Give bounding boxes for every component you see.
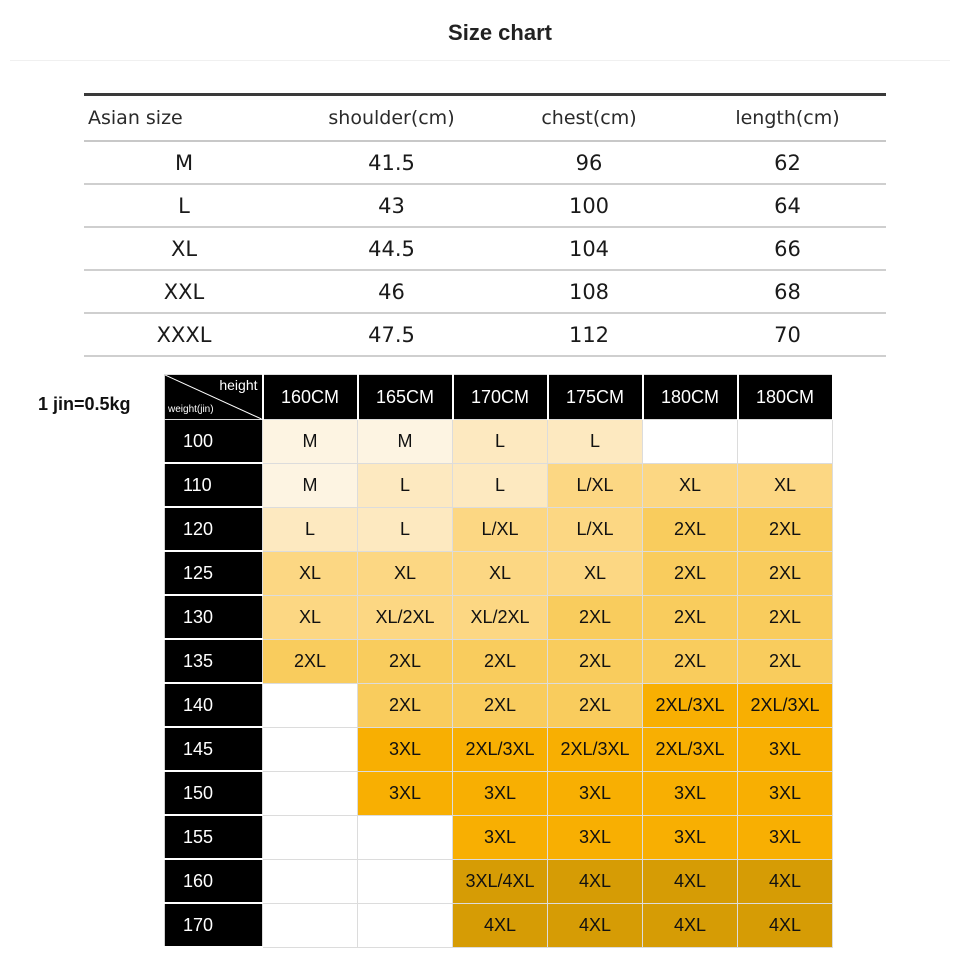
- size-cell: 3XL: [358, 727, 453, 771]
- size-cell: L: [84, 184, 294, 227]
- height-axis-label: height: [219, 377, 258, 393]
- size-cell: [263, 727, 358, 771]
- size-cell: XXL: [84, 270, 294, 313]
- measurement-table: [84, 93, 886, 357]
- measurement-row: [84, 184, 886, 227]
- size-cell: L: [358, 463, 453, 507]
- header-chest: chest(cm): [489, 95, 689, 142]
- length-cell: 64: [689, 184, 886, 227]
- height-header: 160CM: [263, 375, 358, 420]
- size-cell: XL: [548, 551, 643, 595]
- size-cell: XL: [358, 551, 453, 595]
- size-cell: 2XL: [643, 551, 738, 595]
- height-header: 180CM: [738, 375, 833, 420]
- measurement-row: [84, 270, 886, 313]
- size-cell: 2XL: [358, 683, 453, 727]
- size-cell: 2XL: [643, 639, 738, 683]
- weight-row: [165, 420, 833, 464]
- divider: [10, 60, 950, 61]
- size-cell: L: [453, 463, 548, 507]
- size-cell: 3XL: [548, 815, 643, 859]
- shoulder-cell: 43: [294, 184, 489, 227]
- size-cell: [358, 903, 453, 947]
- shoulder-cell: 41.5: [294, 141, 489, 184]
- size-cell: [738, 420, 833, 464]
- weight-axis-label: weight(jin): [168, 404, 214, 415]
- jin-conversion-note: 1 jin=0.5kg: [38, 394, 131, 414]
- length-cell: 66: [689, 227, 886, 270]
- weight-label: 160: [165, 859, 263, 903]
- size-cell: XL: [263, 595, 358, 639]
- weight-label: 120: [165, 507, 263, 551]
- size-cell: 4XL: [643, 859, 738, 903]
- weight-label: 130: [165, 595, 263, 639]
- size-cell: 2XL: [358, 639, 453, 683]
- weight-row: [165, 507, 833, 551]
- weight-label: 170: [165, 903, 263, 947]
- size-cell: 2XL: [263, 639, 358, 683]
- size-cell: 2XL: [453, 639, 548, 683]
- size-cell: XL: [738, 463, 833, 507]
- size-cell: [263, 815, 358, 859]
- weight-row: [165, 903, 833, 947]
- size-cell: L: [548, 420, 643, 464]
- size-cell: 3XL: [453, 771, 548, 815]
- size-recommendation-grid: [164, 374, 834, 948]
- size-cell: 2XL: [738, 507, 833, 551]
- size-cell: 3XL: [738, 771, 833, 815]
- size-cell: 2XL/3XL: [643, 727, 738, 771]
- weight-row: [165, 727, 833, 771]
- size-cell: [263, 771, 358, 815]
- chest-cell: 112: [489, 313, 689, 356]
- header-length: length(cm): [689, 95, 886, 142]
- size-cell: 2XL/3XL: [738, 683, 833, 727]
- size-cell: L: [453, 420, 548, 464]
- height-header: 170CM: [453, 375, 548, 420]
- chest-cell: 108: [489, 270, 689, 313]
- size-cell: 2XL: [643, 595, 738, 639]
- weight-row: [165, 463, 833, 507]
- size-cell: 2XL/3XL: [453, 727, 548, 771]
- size-cell: 4XL: [453, 903, 548, 947]
- weight-label: 100: [165, 420, 263, 464]
- weight-row: [165, 595, 833, 639]
- size-cell: 3XL: [738, 815, 833, 859]
- size-cell: 2XL/3XL: [643, 683, 738, 727]
- weight-row: [165, 683, 833, 727]
- size-cell: 3XL: [358, 771, 453, 815]
- shoulder-cell: 46: [294, 270, 489, 313]
- size-cell: [263, 683, 358, 727]
- size-cell: M: [84, 141, 294, 184]
- size-cell: L/XL: [453, 507, 548, 551]
- size-cell: 3XL/4XL: [453, 859, 548, 903]
- chest-cell: 104: [489, 227, 689, 270]
- size-cell: XL: [84, 227, 294, 270]
- size-cell: 3XL: [548, 771, 643, 815]
- header-shoulder: shoulder(cm): [294, 95, 489, 142]
- height-header: 175CM: [548, 375, 643, 420]
- header-asian-size: Asian size: [84, 95, 294, 142]
- weight-label: 155: [165, 815, 263, 859]
- weight-row: [165, 639, 833, 683]
- length-cell: 68: [689, 270, 886, 313]
- length-cell: 70: [689, 313, 886, 356]
- size-cell: XXXL: [84, 313, 294, 356]
- height-header: 180CM: [643, 375, 738, 420]
- size-cell: 2XL/3XL: [548, 727, 643, 771]
- size-cell: L: [263, 507, 358, 551]
- size-cell: 2XL: [738, 595, 833, 639]
- height-header-row: [165, 375, 833, 420]
- size-cell: M: [263, 420, 358, 464]
- weight-row: [165, 815, 833, 859]
- size-cell: 2XL: [453, 683, 548, 727]
- size-cell: 3XL: [643, 815, 738, 859]
- weight-label: 150: [165, 771, 263, 815]
- measurement-row: [84, 313, 886, 356]
- size-cell: 4XL: [738, 903, 833, 947]
- size-cell: 3XL: [453, 815, 548, 859]
- size-cell: L/XL: [548, 507, 643, 551]
- size-cell: M: [358, 420, 453, 464]
- size-cell: 2XL: [548, 683, 643, 727]
- size-cell: [263, 859, 358, 903]
- size-cell: 4XL: [548, 859, 643, 903]
- size-cell: XL: [263, 551, 358, 595]
- size-cell: 2XL: [643, 507, 738, 551]
- measurement-header-row: [84, 95, 886, 142]
- chest-cell: 100: [489, 184, 689, 227]
- weight-label: 145: [165, 727, 263, 771]
- size-cell: XL/2XL: [453, 595, 548, 639]
- size-cell: 3XL: [643, 771, 738, 815]
- weight-row: [165, 859, 833, 903]
- weight-row: [165, 771, 833, 815]
- size-cell: 4XL: [738, 859, 833, 903]
- size-cell: [358, 859, 453, 903]
- size-cell: 2XL: [738, 551, 833, 595]
- weight-label: 135: [165, 639, 263, 683]
- weight-label: 110: [165, 463, 263, 507]
- weight-row: [165, 551, 833, 595]
- measurement-row: [84, 141, 886, 184]
- chest-cell: 96: [489, 141, 689, 184]
- size-cell: 2XL: [548, 639, 643, 683]
- size-cell: M: [263, 463, 358, 507]
- size-cell: 3XL: [738, 727, 833, 771]
- size-cell: [263, 903, 358, 947]
- weight-label: 125: [165, 551, 263, 595]
- shoulder-cell: 47.5: [294, 313, 489, 356]
- size-cell: 4XL: [643, 903, 738, 947]
- size-cell: XL: [453, 551, 548, 595]
- size-cell: XL/2XL: [358, 595, 453, 639]
- height-header: 165CM: [358, 375, 453, 420]
- shoulder-cell: 44.5: [294, 227, 489, 270]
- size-cell: L: [358, 507, 453, 551]
- length-cell: 62: [689, 141, 886, 184]
- size-cell: [643, 420, 738, 464]
- page-title: Size chart: [448, 20, 552, 45]
- weight-label: 140: [165, 683, 263, 727]
- size-cell: L/XL: [548, 463, 643, 507]
- measurement-row: [84, 227, 886, 270]
- corner-cell: [165, 375, 263, 420]
- size-cell: XL: [643, 463, 738, 507]
- size-cell: 4XL: [548, 903, 643, 947]
- size-cell: 2XL: [738, 639, 833, 683]
- size-cell: [358, 815, 453, 859]
- size-cell: 2XL: [548, 595, 643, 639]
